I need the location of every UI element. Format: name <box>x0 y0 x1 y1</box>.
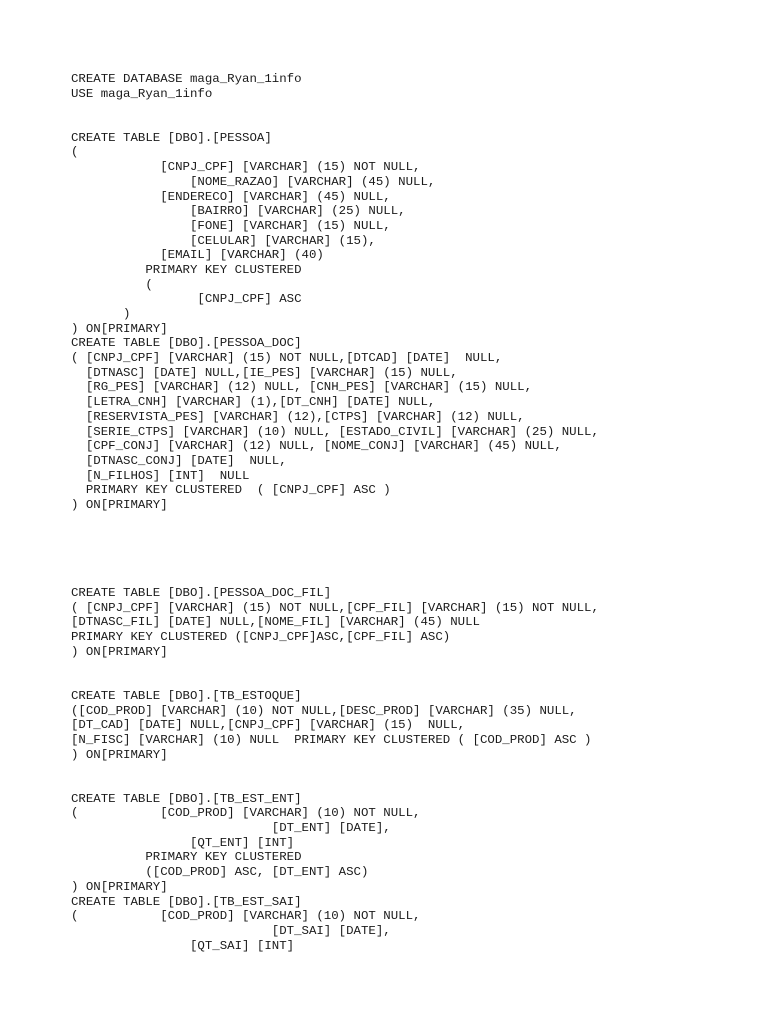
code-line: [QT_ENT] [INT] <box>71 835 295 850</box>
code-line: [DTNASC_CONJ] [DATE] NULL, <box>71 453 287 468</box>
code-line: ) ON[PRIMARY] <box>71 497 168 512</box>
code-line: CREATE TABLE [DBO].[PESSOA_DOC] <box>71 336 302 351</box>
code-line: [CPF_CONJ] [VARCHAR] (12) NULL, [NOME_CONJ] [VARCHAR] (45) NULL, <box>71 439 562 454</box>
code-line: [DTNASC] [DATE] NULL,[IE_PES] [VARCHAR] (15) NULL, <box>71 365 458 380</box>
code-line: PRIMARY KEY CLUSTERED <box>71 262 302 277</box>
code-line <box>71 557 761 572</box>
code-line: ( [COD_PROD] [VARCHAR] (10) NOT NULL, <box>71 909 421 924</box>
code-line: [LETRA_CNH] [VARCHAR] (1),[DT_CNH] [DATE] NULL, <box>71 395 436 410</box>
code-line: ) <box>71 307 131 321</box>
code-line: [EMAIL] [VARCHAR] (40) <box>71 248 324 263</box>
code-line: ) ON[PRIMARY] <box>71 879 168 894</box>
code-line: CREATE DATABASE maga_Ryan_1info <box>71 72 302 86</box>
code-line <box>71 513 761 528</box>
code-line: ( [COD_PROD] [VARCHAR] (10) NOT NULL, <box>71 806 421 821</box>
code-line: ( [CNPJ_CPF] [VARCHAR] (15) NOT NULL,[CPF_FIL] [VARCHAR] (15) NOT NULL, <box>71 600 599 615</box>
code-line: [DTNASC_FIL] [DATE] NULL,[NOME_FIL] [VARCHAR] (45) NULL <box>71 615 480 630</box>
code-line: [DT_SAI] [DATE], <box>71 923 391 938</box>
code-line: ( <box>71 145 79 160</box>
code-line <box>71 571 761 586</box>
code-line: PRIMARY KEY CLUSTERED ([CNPJ_CPF]ASC,[CPF_FIL] ASC) <box>71 630 451 645</box>
code-line: CREATE TABLE [DBO].[TB_EST_ENT] <box>71 791 302 806</box>
code-line <box>71 777 761 792</box>
code-line <box>71 762 761 777</box>
code-line <box>71 660 761 675</box>
code-line: [CELULAR] [VARCHAR] (15), <box>71 233 376 248</box>
code-line <box>71 101 761 116</box>
code-line: [FONE] [VARCHAR] (15) NULL, <box>71 218 391 233</box>
code-line: [NOME_RAZAO] [VARCHAR] (45) NULL, <box>71 174 436 189</box>
code-line: [N_FILHOS] [INT] NULL <box>71 468 250 483</box>
code-line: ) ON[PRIMARY] <box>71 747 168 762</box>
code-line: ( [CNPJ_CPF] [VARCHAR] (15) NOT NULL,[DTCAD] [DATE] NULL, <box>71 351 503 366</box>
code-line <box>71 674 761 689</box>
code-line: [ENDERECO] [VARCHAR] (45) NULL, <box>71 189 391 204</box>
code-line <box>71 527 761 542</box>
code-line: PRIMARY KEY CLUSTERED <box>71 850 302 865</box>
code-line: [DT_CAD] [DATE] NULL,[CNPJ_CPF] [VARCHAR] (15) NULL, <box>71 718 466 733</box>
code-line: [QT_SAI] [INT] <box>71 938 295 953</box>
code-line <box>71 116 761 131</box>
code-line: [BAIRRO] [VARCHAR] (25) NULL, <box>71 204 406 219</box>
code-line: [RG_PES] [VARCHAR] (12) NULL, [CNH_PES] [VARCHAR] (15) NULL, <box>71 380 533 395</box>
code-line: CREATE TABLE [DBO].[PESSOA_DOC_FIL] <box>71 586 332 601</box>
code-line: ) ON[PRIMARY] <box>71 321 168 336</box>
code-line: [CNPJ_CPF] ASC <box>71 292 302 307</box>
code-line: [N_FISC] [VARCHAR] (10) NULL PRIMARY KEY CLUSTERED ( [COD_PROD] ASC ) <box>71 732 592 747</box>
code-line: CREATE TABLE [DBO].[PESSOA] <box>71 130 272 145</box>
code-line: CREATE TABLE [DBO].[TB_ESTOQUE] <box>71 688 302 703</box>
code-line: ( <box>71 277 153 292</box>
code-line: USE maga_Ryan_1info <box>71 86 213 101</box>
code-line: [SERIE_CTPS] [VARCHAR] (10) NULL, [ESTADO_CIVIL] [VARCHAR] (25) NULL, <box>71 424 599 439</box>
code-line: PRIMARY KEY CLUSTERED ( [CNPJ_CPF] ASC ) <box>71 483 391 498</box>
sql-script-text <box>71 72 761 953</box>
code-line: [CNPJ_CPF] [VARCHAR] (15) NOT NULL, <box>71 160 421 175</box>
code-line: [DT_ENT] [DATE], <box>71 821 391 836</box>
code-line: CREATE TABLE [DBO].[TB_EST_SAI] <box>71 894 302 909</box>
code-line: ) ON[PRIMARY] <box>71 644 168 659</box>
code-line: ([COD_PROD] [VARCHAR] (10) NOT NULL,[DESC_PROD] [VARCHAR] (35) NULL, <box>71 703 577 718</box>
code-line <box>71 542 761 557</box>
code-line: [RESERVISTA_PES] [VARCHAR] (12),[CTPS] [VARCHAR] (12) NULL, <box>71 409 525 424</box>
code-line: ([COD_PROD] ASC, [DT_ENT] ASC) <box>71 865 369 880</box>
